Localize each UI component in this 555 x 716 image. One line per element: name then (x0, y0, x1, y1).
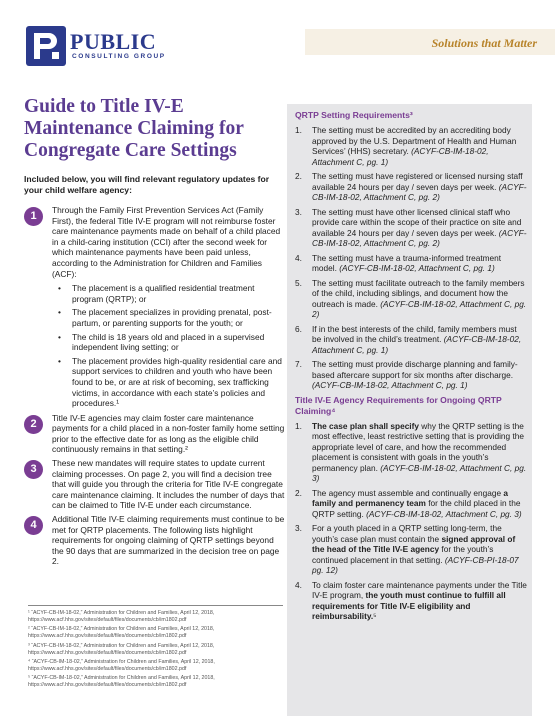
item-pre-text: For a youth placed in a QRTP setting long-term, the youth’s case plan must contain the (312, 523, 502, 544)
citation: (ACYF-CB-PI-18-07 pg. 12) (312, 554, 519, 575)
item-text: If in the best interests of the child, family members must be involved in the child’s treatment. (312, 323, 517, 344)
footnote: ² “ACYF-CB-IM-18-02,” Administration for Children and Families, April 12, 2018, https://www.acf.hhs.gov/sites/default/files/documents/cb/im1802.pdf (28, 626, 215, 640)
item-text: The setting must have registered or licensed nursing staff available 24 hours per day / seven days per week. (312, 171, 523, 192)
item-number: 5. (295, 277, 302, 288)
qrtp-requirements-list (295, 125, 527, 391)
item-text: ⁵ (373, 611, 377, 621)
page-header (0, 0, 555, 86)
item-text: The setting must facilitate outreach to the family members of the child, including siblings, and document how the outreach is made. (312, 277, 525, 309)
item-text: Through the Family First Prevention Services Act (Family First), the federal Title IV-E program will not reimburse foster care maintenance payments made on behalf of a child placed in a child-caring institution (CCI) after the second week for which maintenance payments have been paid unless, according to the Administration for Children and Families (ACF): (52, 205, 281, 279)
numbered-item-2 (24, 413, 286, 455)
title-line: Congregate Care Settings (24, 140, 237, 161)
item-number: 3. (295, 523, 302, 533)
requirement-item (295, 171, 527, 203)
footnote: ³ “ACYF-CB-IM-18-02,” Administration for Children and Families, April 12, 2018, https://www.acf.hhs.gov/sites/default/files/documents/cb/im1802.pdf (28, 642, 215, 656)
number-badge: 4 (24, 516, 43, 535)
item-bold-text: signed approval of the head of the Title IV-E agency (312, 533, 516, 554)
logo-wordmark: PUBLIC (70, 29, 157, 54)
numbered-item-1 (24, 205, 286, 409)
requirement-item (295, 359, 527, 391)
requirement-item (295, 523, 527, 576)
item-number: 2. (295, 487, 302, 498)
panel-content (295, 110, 527, 626)
citation: (ACYF-CB-IM-18-02, Attachment C, pg. 2) (312, 227, 527, 248)
footnote: ¹ “ACYF-CB-IM-18-02,” Administration for Children and Families, April 12, 2018, https://www.acf.hhs.gov/sites/default/files/documents/cb/im1802.pdf (28, 610, 215, 623)
bullet-item: • The child is 18 years old and placed in a supervised independent living setting; or (52, 332, 286, 353)
agency-requirements-list (295, 421, 527, 622)
title-line: Guide to Title IV-E (24, 96, 184, 117)
citation: (ACYF-CB-IM-18-02, Attachment C, pg. 3) (312, 462, 527, 483)
company-logo (26, 26, 196, 66)
footnote: ⁴ “ACYF-CB-IM-18-02,” Administration for Children and Families, April 12, 2018, https://www.acf.hhs.gov/sites/default/files/documents/cb/im1802.pdf (28, 658, 215, 672)
citation: (ACYF-CB-IM-18-02, Attachment C, pg. 3) (366, 508, 522, 519)
item-number: 6. (295, 323, 302, 334)
item-text: Additional Title IV-E claiming requirements must continue to be met for QRTP placements. The following lists highlight requirements for ongoing claiming of QRTP settings beyond the 90 days that are summarized in the decision tree on page 2. (52, 514, 285, 567)
item-text: The setting must have other licensed clinical staff who provide care within the scope of their practice on site and available 24 hours per day / seven days per week. (312, 206, 522, 238)
pcg-logo-icon (26, 26, 66, 66)
left-column (24, 96, 286, 567)
title-line: Maintenance Claiming for (24, 118, 244, 139)
qrtp-requirements-heading: QRTP Setting Requirements³ (295, 110, 413, 120)
citation: (ACYF-CB-IM-18-02, Attachment C, pg. 1) (312, 146, 489, 167)
item-pre-text: To claim foster care maintenance payments under the Title IV-E program, (312, 579, 527, 600)
tagline: Solutions that Matter (431, 36, 537, 50)
agency-requirements-heading: Title IV-E Agency Requirements for Ongoing QRTP Claiming⁴ (295, 394, 502, 416)
item-number: 4. (295, 252, 302, 263)
number-badge: 1 (24, 207, 43, 226)
intro-text: Included below, you will find relevant regulatory updates for your child welfare agency: (24, 174, 270, 195)
requirement-item (295, 278, 527, 320)
numbered-item-3 (24, 458, 286, 511)
footnote: ⁵ “ACYF-CB-IM-18-02,” Administration for Children and Families, April 12, 2018, https://www.acf.hhs.gov/sites/default/files/documents/cb/im1802.pdf (28, 675, 215, 689)
item-text: These new mandates will require states to update current claiming processes. On page 2, you will find a decision tree that will guide you through the criteria for Title IV-E congregate care maintenance claiming. It includes the number of days that can be claimed to Title IV-E under each circumstance. (52, 458, 285, 511)
bullet-item: • The placement provides high-quality residential care and support services to children and youth who have been found to be, or are at risk of becoming, sex trafficking victims, in accordance with each state’s policies and procedures.¹ (52, 356, 286, 409)
item-bold-text: The case plan shall specify (312, 420, 419, 431)
item-text: why the QRTP setting is the most effective, least restrictive setting that is providing the appropriate level of care, and how the recommended placement is consistent with goals in the youth’s permanency plan. (312, 420, 524, 473)
item-text: Title IV-E agencies may claim foster care maintenance payments for a child placed in a non-foster family home setting prior to the effective date for as long as the eligible child continuously remains in that setting.² (52, 412, 285, 455)
citation: (ACYF-CB-IM-18-02, Attachment C, pg. 1) (312, 334, 522, 355)
item-text: for the youth’s continued placement in that setting. (312, 544, 494, 565)
requirement-item (295, 324, 527, 356)
item-number: 7. (295, 359, 302, 369)
bullet-item: • The placement is a qualified residential treatment program (QRTP); or (52, 283, 286, 304)
requirements-panel (287, 104, 532, 716)
requirement-item (295, 488, 527, 520)
item-text: for the child placed in the QRTP setting. (312, 498, 521, 519)
requirement-item (295, 580, 527, 622)
numbered-item-4 (24, 514, 286, 567)
item-number: 1. (295, 420, 302, 431)
requirement-item (295, 253, 527, 274)
number-badge: 2 (24, 415, 43, 434)
item-number: 4. (295, 579, 302, 590)
item-number: 1. (295, 125, 302, 135)
citation: (ACYF-CB-IM-18-02, Attachment C, pg. 2) (312, 298, 527, 319)
requirement-item (295, 207, 527, 249)
citation: (ACYF-CB-IM-18-02, Attachment C, pg. 2) (312, 181, 527, 202)
item-number: 2. (295, 171, 302, 181)
footnotes (28, 605, 283, 692)
page-title (24, 96, 286, 162)
number-badge: 3 (24, 460, 43, 479)
item-pre-text: The agency must assemble and continually engage (312, 487, 504, 498)
citation: (ACYF-CB-IM-18-02, Attachment C, pg. 1) (312, 380, 468, 390)
logo-subtitle: CONSULTING GROUP (72, 53, 166, 60)
item-number: 3. (295, 206, 302, 217)
item-text: The setting must be accredited by an accrediting body approved by the U.S. Department of Health and Human Services’ (HHS) secretary. (312, 125, 517, 156)
item-bold-text: a family and permanency team (312, 487, 509, 508)
bullet-item: • The placement specializes in providing prenatal, post-partum, or parenting supports for the youth; or (52, 307, 286, 328)
requirement-item (295, 125, 527, 167)
item-text: The setting must provide discharge planning and family-based aftercare support for six months after discharge. (312, 359, 518, 380)
bullet-list (52, 283, 286, 409)
citation: (ACYF-CB-IM-18-02, Attachment C, pg. 1) (339, 263, 495, 273)
requirement-item (295, 421, 527, 484)
item-text: The setting must have a trauma-informed treatment model. (312, 252, 502, 273)
item-bold-text: the youth must continue to fulfill all requirements for Title IV-E eligibility and reimbursability. (312, 590, 506, 621)
